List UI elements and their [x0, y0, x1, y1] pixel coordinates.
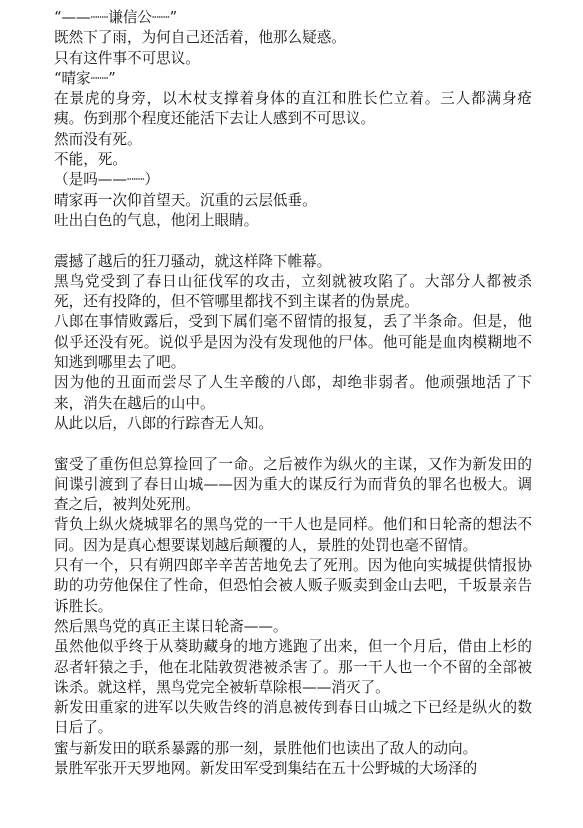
- paragraph-19: 背负上纵火烧城罪名的黑鸟党的一干人也是同样。他们和日轮斋的想法不同。因为是真心想要谋划越后颠覆的人，景胜的处罚也毫不留情。: [54, 516, 532, 554]
- blank-line: [54, 434, 532, 454]
- paragraph-8: （是吗——┈┈）: [54, 171, 160, 189]
- paragraph-10: 吐出白色的气息，他闭上眼睛。: [54, 211, 259, 229]
- paragraph-3: 只有这件事不可思议。: [54, 49, 200, 67]
- paragraph-5: 在景虎的身旁，以木杖支撑着身体的直江和胜长伫立着。三人都满身疮痍。伤到那个程度还能活下去让人感到不可思议。: [54, 90, 532, 128]
- paragraph-16: 从此以后，八郎的行踪杳无人知。: [54, 414, 273, 432]
- paragraph-18: 蜜受了重伤但总算捡回了一命。之后被作为纵火的主谋，又作为新发田的间谍引渡到了春日山城——因为重大的谋反行为而背负的罪名也极大。调查之后，被判处死刑。: [54, 455, 532, 514]
- paragraph-23: 新发田重家的进军以失败告终的消息被传到春日山城之下已经是纵火的数日后了。: [54, 699, 532, 737]
- paragraph-14: 八郎在事情败露后，受到下属们毫不留情的报复，丢了半条命。但是，他似乎还没有死。说似乎是因为没有发现他的尸体。他可能是血肉模糊地不知逃到哪里去了吧。: [54, 313, 532, 372]
- paragraph-25: 景胜军张开天罗地网。新发田军受到集结在五十公野城的大场泽的: [54, 759, 478, 777]
- paragraph-6: 然而没有死。: [54, 130, 142, 148]
- paragraph-7: 不能，死。: [54, 151, 127, 169]
- paragraph-4: “晴家┈┈”: [54, 69, 116, 87]
- blank-line: [54, 231, 532, 251]
- paragraph-15: 因为他的丑面而尝尽了人生辛酸的八郎，却绝非弱者。他顽强地活了下来，消失在越后的山中。: [54, 374, 532, 412]
- paragraph-20: 只有一个，只有朔四郎辛辛苦苦地免去了死刑。因为他向实城提供情报协助的功劳他保住了性命，但恐怕会被人贩子贩卖到金山去吧，千坂景亲告诉胜长。: [54, 557, 532, 615]
- paragraph-21: 然后黑鸟党的真正主谋日轮斋——。: [54, 617, 288, 635]
- document-page: [54, 8, 532, 779]
- paragraph-1: “——┈┈谦信公┈┈”: [54, 9, 178, 26]
- paragraph-2: 既然下了雨，为何自己还活着，他那么疑惑。: [54, 29, 346, 47]
- paragraph-22: 虽然他似乎终于从葵助藏身的地方逃跑了出来，但一个月后，借由上杉的忍者轩猿之手，他在北陆敦贺港被杀害了。那一干人也一个不留的全部被诛杀。就这样，黑鸟党完全被斩草除根——消灭了。: [54, 638, 532, 696]
- paragraph-12: 震撼了越后的狂刀骚动，就这样降下帷幕。: [54, 252, 332, 270]
- paragraph-9: 晴家再一次仰首望天。沉重的云层低垂。: [54, 191, 317, 209]
- paragraph-24: 蜜与新发田的联系暴露的那一刻，景胜他们也读出了敌人的动向。: [54, 739, 478, 757]
- paragraph-13: 黑鸟党受到了春日山征伐军的攻击，立刻就被攻陷了。大部分人都被杀死，还有投降的，但不管哪里都找不到主谋者的伪景虎。: [54, 272, 532, 311]
